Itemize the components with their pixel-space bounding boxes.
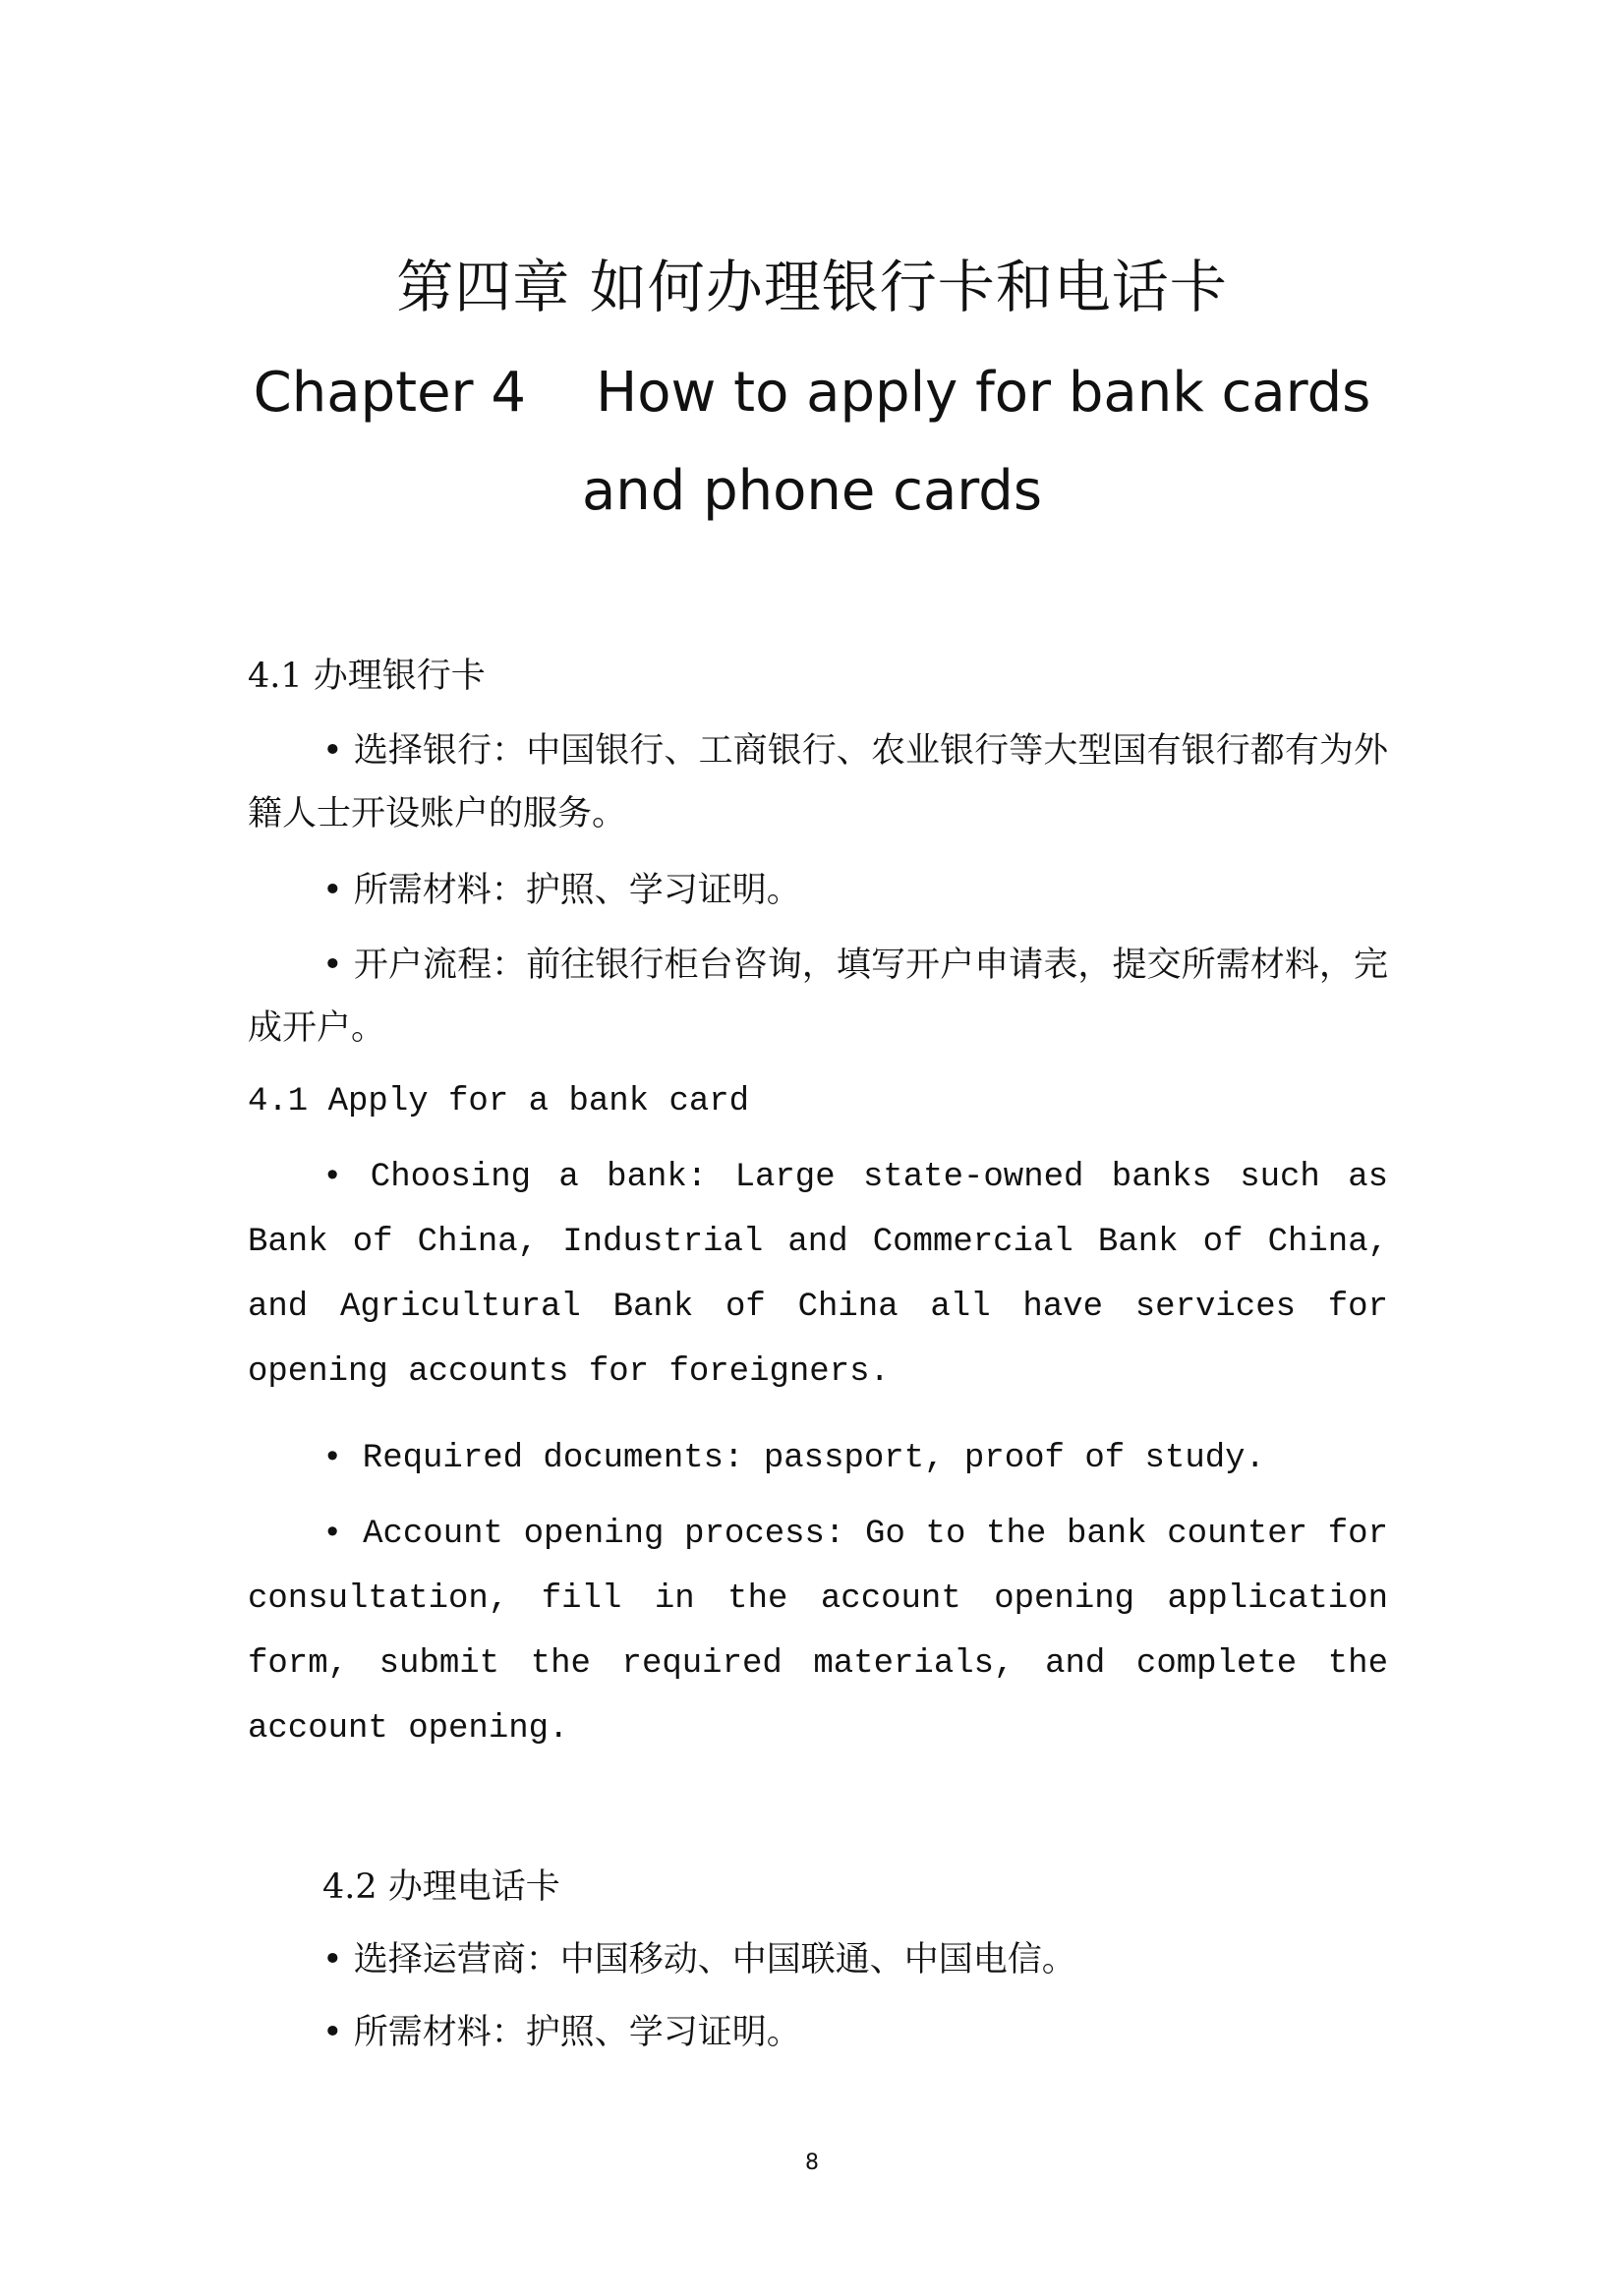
section-4-1-cn-bullet-choose-bank: • 选择银行：中国银行、工商银行、农业银行等大型国有银行都有为外籍人士开设账户的服务。	[248, 731, 1388, 833]
page-number: 8	[805, 2151, 819, 2175]
section-4-1-cn-bullet-process: • 开户流程：前往银行柜台咨询，填写开户申请表，提交所需材料，完成开户。	[248, 946, 1388, 1048]
chapter-title-cn: 第四章 如何办理银行卡和电话卡	[396, 254, 1228, 320]
section-4-1-cn-bullet-materials: • 所需材料：护照、学习证明。	[322, 871, 801, 910]
chapter-title-en-line2: and phone cards	[581, 459, 1043, 523]
section-4-1-en-heading: 4.1 Apply for a bank card	[248, 1083, 750, 1120]
section-4-1-en-bullet-documents: • Required documents: passport, proof of study.	[322, 1440, 1265, 1477]
chapter-title-en-line1: Chapter 4 How to apply for bank cards	[253, 361, 1371, 425]
section-4-2-cn-heading: 4.2 办理电话卡	[322, 1867, 560, 1907]
section-4-2-cn-bullet-operator: • 选择运营商：中国移动、中国联通、中国电信。	[322, 1940, 1076, 1980]
section-4-1-en-bullet-process: • Account opening process: Go to the bank counter for consultation, fill in the account opening application form, submit the required materials, and complete the account opening.	[248, 1516, 1388, 1748]
section-4-1-en-bullet-choose-bank: • Choosing a bank: Large state-owned banks such as Bank of China, Industrial and Commercial Bank of China, and Agricultural Bank of China all have services for opening accounts for foreigners.	[248, 1159, 1388, 1391]
section-4-2-cn-bullet-materials: • 所需材料：护照、学习证明。	[322, 2013, 801, 2052]
section-4-1-cn-heading: 4.1 办理银行卡	[248, 657, 486, 696]
